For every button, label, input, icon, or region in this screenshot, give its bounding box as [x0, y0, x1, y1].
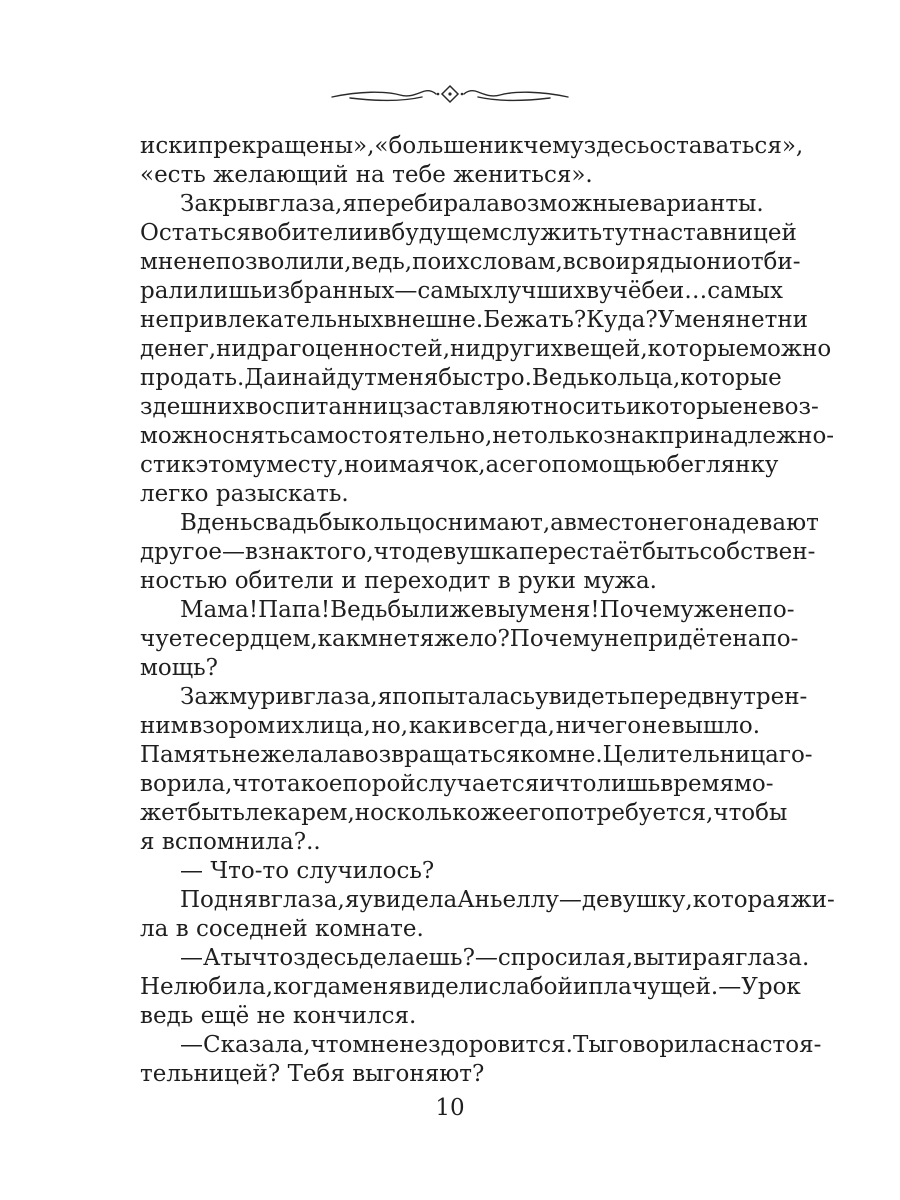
text-line: рали лишь избранных — самых лучших в учёбе и… самых	[140, 278, 784, 304]
text-line: ла в соседней комнате.	[140, 916, 424, 942]
text-line: сти к этому месту, но и маячок, а с его помощью беглянку	[140, 452, 779, 478]
text-line: мощь?	[140, 655, 218, 681]
text-line: тельницей? Тебя выгоняют?	[140, 1061, 485, 1087]
text-line: Остаться в обители и в будущем служить тут наставницей	[140, 220, 797, 246]
text-line: непривлекательных внешне. Бежать? Куда? У меня нет ни	[140, 307, 809, 333]
text-line: иски прекращены», «больше ни к чему здесь оставаться»,	[140, 133, 804, 159]
text-line: другое — в знак того, что девушка перестаёт быть собствен-	[140, 539, 816, 565]
text-line: продать. Да и найдут меня быстро. Ведь кольца, которые	[140, 365, 782, 391]
text-line: ностью обители и переходит в руки мужа.	[140, 568, 657, 594]
text-line: жет быть лекарем, но сколько же его потребуется, чтобы	[140, 800, 788, 826]
text-line: Не любила, когда меня видели слабой и плачущей. — Урок	[140, 974, 801, 1000]
text-line: я вспомнила?..	[140, 829, 321, 855]
text-line: — Что-то случилось?	[180, 858, 435, 884]
text-line: В день свадьбы кольцо снимают, а вместо него надевают	[180, 510, 819, 536]
text-line: здешних воспитанниц заставляют носить и которые невоз-	[140, 394, 819, 420]
decorative-flourish-icon	[330, 82, 570, 106]
text-line: чуете сердцем, как мне тяжело? Почему не придёте на по-	[140, 626, 799, 652]
text-line: — Сказала, что мне нездоровится. Ты говорила с настоя-	[180, 1032, 822, 1058]
text-line: можно снять самостоятельно, не только знак принадлежно-	[140, 423, 835, 449]
text-line: Память не желала возвращаться ко мне. Целительница го-	[140, 742, 813, 768]
text-line: легко разыскать.	[140, 481, 349, 507]
text-line: Мама! Папа! Ведь были же вы у меня! Почему же не по-	[180, 597, 795, 623]
text-line: ним взором их лица, но, как и всегда, ничего не вышло.	[140, 713, 760, 739]
book-page-text	[140, 132, 835, 1089]
text-line: «есть желающий на тебе жениться».	[140, 162, 593, 188]
text-line: денег, ни драгоценностей, ни других вещей, которые можно	[140, 336, 832, 362]
text-line: Закрыв глаза, я перебирала возможные варианты.	[180, 191, 764, 217]
text-line: Подняв глаза, я увидела Аньеллу — девушку, которая жи-	[180, 887, 835, 913]
text-line: мне не позволили, ведь, по их словам, в свои ряды они отби-	[140, 249, 801, 275]
text-line: — А ты что здесь делаешь? — спросила я, вытирая глаза.	[180, 945, 810, 971]
text-line: ведь ещё не кончился.	[140, 1003, 417, 1029]
text-line: ворила, что такое порой случается и что лишь время мо-	[140, 771, 774, 797]
text-line: Зажмурив глаза, я попыталась увидеть перед внутрен-	[180, 684, 808, 710]
page-number: 10	[435, 1095, 465, 1121]
